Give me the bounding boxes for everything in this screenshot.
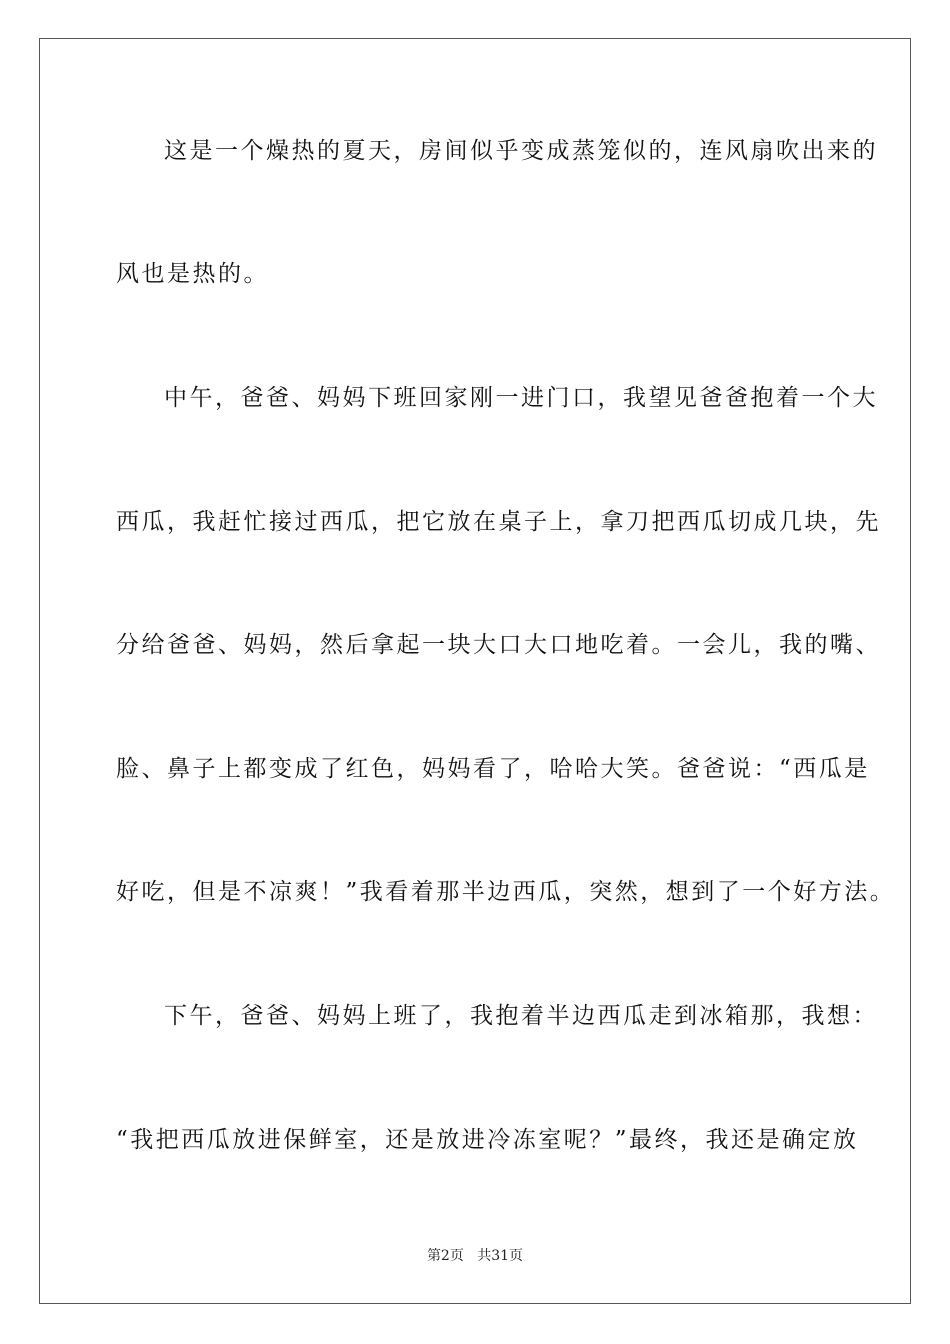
paragraph-2-line-5: 好吃，但是不凉爽！”我看着那半边西瓜，突然，想到了一个好方法。	[116, 879, 896, 905]
paragraph-2-line-3: 分给爸爸、妈妈，然后拿起一块大口大口地吃着。一会儿，我的嘴、	[116, 632, 881, 658]
page-number: 第2页	[426, 1248, 464, 1264]
paragraph-3-line-1: 下午，爸爸、妈妈上班了，我抱着半边西瓜走到冰箱那，我想：	[164, 1003, 878, 1029]
page-frame	[39, 38, 911, 1304]
paragraph-1-line-1: 这是一个燥热的夏天，房间似乎变成蒸笼似的，连风扇吹出来的	[164, 138, 878, 164]
paragraph-2-line-4: 脸、鼻子上都变成了红色，妈妈看了，哈哈大笑。爸爸说：“西瓜是	[116, 756, 870, 782]
paragraph-1-line-2: 风也是热的。	[116, 261, 269, 287]
paragraph-2-line-1: 中午，爸爸、妈妈下班回家刚一进门口，我望见爸爸抱着一个大	[164, 385, 878, 411]
page-total: 共31页	[477, 1248, 524, 1264]
paragraph-2-line-2: 西瓜，我赶忙接过西瓜，把它放在桌子上，拿刀把西瓜切成几块，先	[116, 509, 881, 535]
page-footer	[0, 1246, 950, 1266]
paragraph-3-line-2: “我把西瓜放进保鲜室，还是放进冷冻室呢？”最终，我还是确定放	[116, 1127, 859, 1153]
